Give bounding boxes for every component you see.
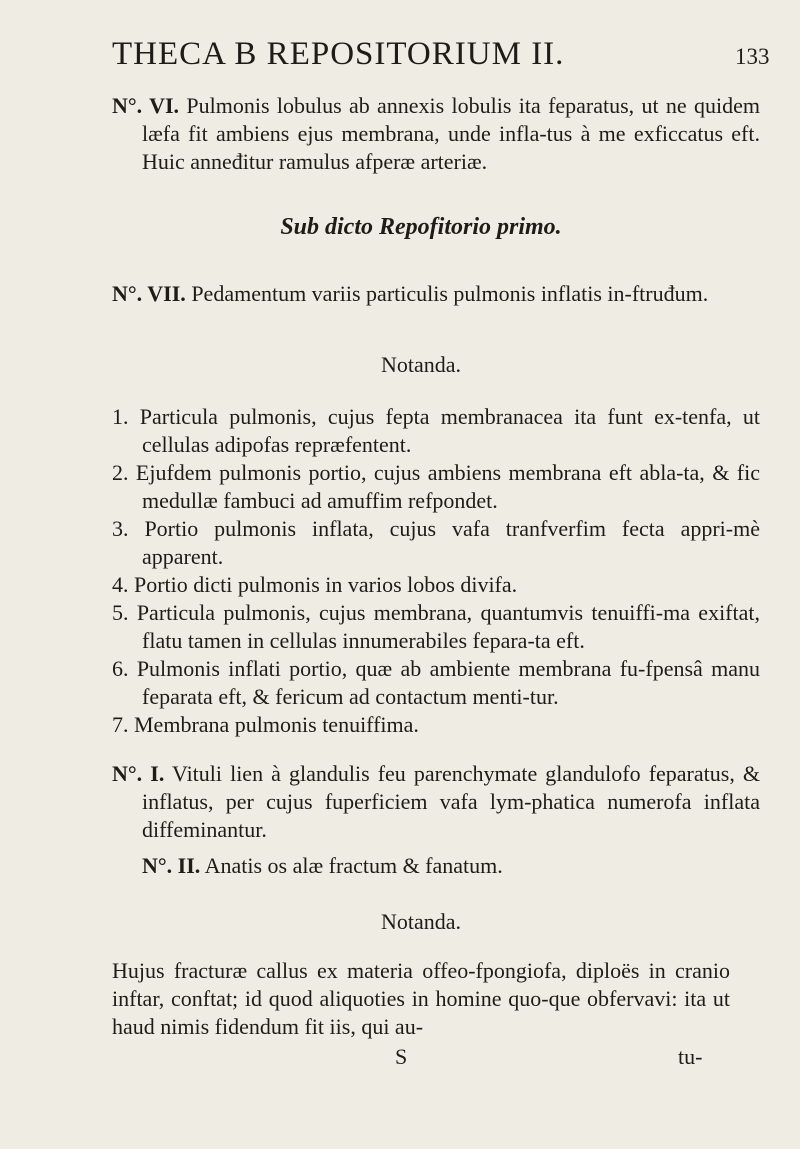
section-heading: Sub dicto Repofitorio primo. [280, 214, 562, 240]
entry-vi-text: Pulmonis lobulus ab annexis lobulis ita feparatus, ut ne quidem læfa fit ambiens ejus membrana, unde infla-tus à me exficcatus eft. Huic anneđitur ramulus afperæ arteriæ. [142, 93, 761, 174]
entry-i-label: N°. I. [112, 761, 165, 786]
notes-list [112, 403, 760, 739]
entry-vi [112, 92, 760, 176]
note-item: 2. Ejufdem pulmonis portio, cujus ambiens membrana eft abla-ta, & fic medullæ fambuci ad amuffim refpondet. [112, 460, 760, 513]
page-number: 133 [735, 44, 770, 69]
note-item: 7. Membrana pulmonis tenuiffima. [112, 712, 419, 737]
note-item: 1. Particula pulmonis, cujus fepta membranacea ita funt ex-tenfa, ut cellulas adipofas repræfentent. [112, 404, 760, 457]
entry-ii [112, 852, 730, 880]
note-item: 4. Portio dicti pulmonis in varios lobos divifa. [112, 572, 518, 597]
catchword: tu- [678, 1044, 703, 1069]
entry-ii-label: N°. II. [142, 853, 201, 878]
entry-vii [112, 280, 760, 308]
note-item: 6. Pulmonis inflati portio, quæ ab ambiente membrana fu-fpensâ manu feparata eft, & fericum ad contactum menti-tur. [112, 656, 760, 709]
signature-mark: S [395, 1044, 408, 1069]
notanda-heading: Notanda. [380, 352, 462, 377]
closing-paragraph: Hujus fracturæ callus ex materia offeo-fpongiofa, diploës in cranio inftar, conftat; id quod aliquoties in homine quo-que obfervavi: ita ut haud nimis fidendum fit iis, qui au- [112, 958, 730, 1039]
header-title: THECA B REPOSITORIUM II. [112, 36, 565, 72]
entry-vii-text: Pedamentum variis particulis pulmonis inflatis in-ftruđum. [191, 281, 709, 306]
notanda-heading-2: Notanda. [380, 909, 462, 934]
entry-ii-text: Anatis os alæ fractum & fanatum. [204, 853, 503, 878]
entry-i-text: Vituli lien à glandulis feu parenchymate glandulofo feparatus, & inflatus, per cujus fuperficiem vafa lym-phatica numerofa inflata diffeminantur. [142, 761, 760, 842]
note-item: 5. Particula pulmonis, cujus membrana, quantumvis tenuiffi-ma exiftat, flatu tamen in cellulas innumerabiles fepara-ta eft. [112, 600, 760, 653]
running-header [0, 36, 800, 76]
note-item: 3. Portio pulmonis inflata, cujus vafa tranfverfim fecta appri-mè apparent. [112, 516, 760, 569]
entry-vii-label: N°. VII. [112, 281, 186, 306]
entry-vi-label: N°. VI. [112, 93, 180, 118]
entry-i [112, 760, 760, 844]
